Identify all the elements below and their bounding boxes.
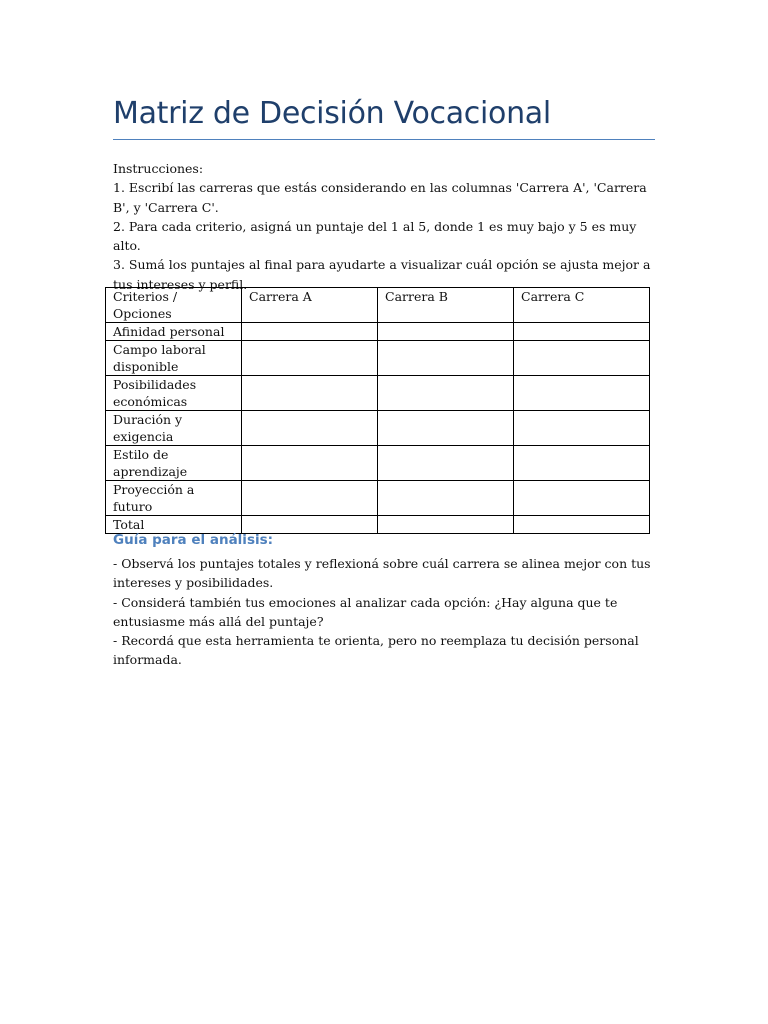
table-row xyxy=(106,481,650,516)
total-cell[interactable] xyxy=(378,516,514,534)
header-carrera-b: Carrera B xyxy=(378,288,514,323)
total-label: Total xyxy=(106,516,242,534)
table-row xyxy=(106,411,650,446)
guide-item-3: - Recordá que esta herramienta te orienta, pero no reemplaza tu decisión personal informada. xyxy=(113,633,639,668)
table-row xyxy=(106,376,650,411)
total-cell[interactable] xyxy=(514,516,650,534)
score-cell[interactable] xyxy=(242,481,378,516)
score-cell[interactable] xyxy=(378,411,514,446)
table-header-row xyxy=(106,288,650,323)
guide-item-2: - Considerá también tus emociones al analizar cada opción: ¿Hay alguna que te entusiasme más allá del puntaje? xyxy=(113,594,618,629)
score-cell[interactable] xyxy=(242,341,378,376)
instructions-section xyxy=(113,159,658,294)
table-row xyxy=(106,341,650,376)
score-cell[interactable] xyxy=(514,323,650,341)
score-cell[interactable] xyxy=(242,376,378,411)
header-criteria: Criterios / Opciones xyxy=(106,288,242,323)
criterion-label: Campo laboral disponible xyxy=(106,341,242,376)
score-cell[interactable] xyxy=(378,323,514,341)
score-cell[interactable] xyxy=(514,411,650,446)
total-cell[interactable] xyxy=(242,516,378,534)
title-underline xyxy=(113,139,655,140)
criterion-label: Estilo de aprendizaje xyxy=(106,446,242,481)
score-cell[interactable] xyxy=(514,341,650,376)
instructions-heading: Instrucciones: xyxy=(113,161,204,176)
criterion-label: Posibilidades económicas xyxy=(106,376,242,411)
score-cell[interactable] xyxy=(378,341,514,376)
guide-item-1: - Observá los puntajes totales y reflexioná sobre cuál carrera se alinea mejor con tus intereses y posibilidades. xyxy=(113,556,651,591)
score-cell[interactable] xyxy=(514,376,650,411)
score-cell[interactable] xyxy=(514,481,650,516)
guide-section xyxy=(113,554,658,670)
instruction-step-3: 3. Sumá los puntajes al final para ayudarte a visualizar cuál opción se ajusta mejor a tus intereses y perfil. xyxy=(113,257,651,292)
header-carrera-a: Carrera A xyxy=(242,288,378,323)
header-carrera-c: Carrera C xyxy=(514,288,650,323)
score-cell[interactable] xyxy=(242,446,378,481)
score-cell[interactable] xyxy=(378,481,514,516)
table-total-row xyxy=(106,516,650,534)
table-row xyxy=(106,323,650,341)
decision-matrix-table xyxy=(105,287,650,534)
instruction-step-2: 2. Para cada criterio, asigná un puntaje del 1 al 5, donde 1 es muy bajo y 5 es muy alto. xyxy=(113,218,637,254)
score-cell[interactable] xyxy=(378,376,514,411)
score-cell[interactable] xyxy=(514,446,650,481)
instruction-step-1: 1. Escribí las carreras que estás considerando en las columnas 'Carrera A', 'Carrera B', y 'Carrera C'. xyxy=(113,180,647,215)
criterion-label: Proyección a futuro xyxy=(106,481,242,516)
document-title: Matriz de Decisión Vocacional xyxy=(113,96,551,131)
score-cell[interactable] xyxy=(242,323,378,341)
score-cell[interactable] xyxy=(378,446,514,481)
guide-heading: Guía para el análisis: xyxy=(113,532,274,548)
criterion-label: Afinidad personal xyxy=(106,323,242,341)
table-row xyxy=(106,446,650,481)
criterion-label: Duración y exigencia xyxy=(106,411,242,446)
score-cell[interactable] xyxy=(242,411,378,446)
